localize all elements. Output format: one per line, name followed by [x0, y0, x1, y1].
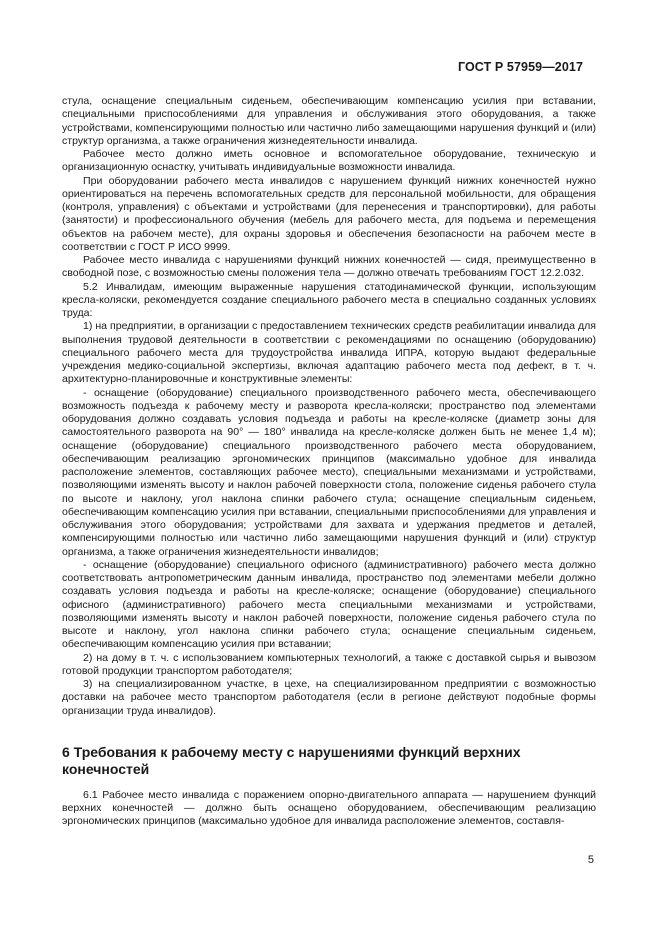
paragraph-6-1: 6.1 Рабочее место инвалида с поражением опорно-двигательного аппарата — нарушением функций верхних конечностей — должно быть оснащено оборудованием, обеспечивающим реализацию эргономических принципов (максимально удобное для инвалида расположение элементов, составля-	[62, 788, 596, 828]
list-dash-production: - оснащение (оборудование) специального производственного рабочего места, обеспечивающего возможность подъезда к рабочему месту и разворота кресла-коляски; пространство под элементами оборудования должно создавать условия подъезда и работы на кресле-коляске (диаметр зоны для самостоятельного разворота на 90° — 180° инвалида на кресле-коляске должен быть не менее 1,4 м); оснащение (оборудование) специального производственного рабочего места оборудованием, обеспечивающим реализацию эргономических принципов (максимально удобное для инвалида расположение элементов, составляющих рабочее место), специальными механизмами и устройствами, позволяющими изменять высоту и наклон рабочей поверхности стола, положение сиденья рабочего стула по высоте и наклону, угол наклона спинки рабочего стула; оснащение специальным сиденьем, обеспечивающим компенсацию усилия при вставании, специальными приспособлениями для управления и обслуживания этого оборудования; устройствами для захвата и удержания предметов и деталей, компенсирующими полностью или частично либо замещающими нарушения функций и (или) структур организма, а также ограничения жизнедеятельности инвалидов;	[62, 386, 596, 558]
paragraph-sitting-workplace: Рабочее место инвалида с нарушениями функций нижних конечностей — сидя, преимущественно в свободной позе, с возможностью смены положения тела — должно отвечать требованиям ГОСТ 12.2.032.	[62, 254, 596, 280]
list-dash-office: - оснащение (оборудование) специального офисного (административного) рабочего места должно соответствовать антропометрическим данным инвалида, пространство под элементами мебели должно создавать условия подъезда и работы на кресле-коляске; оснащение (оборудование) специального офисного (административного) рабочего места специальными механизмами и устройствами, позволяющими изменять высоту и наклон рабочей поверхности, положение сиденья рабочего стула по высоте и наклону, угол наклона спинки рабочего стула; оснащение специальным сиденьем, обеспечивающим компенсацию усилия при вставании;	[62, 558, 596, 651]
paragraph-5-2: 5.2 Инвалидам, имеющим выраженные нарушения статодинамической функции, использующим кресла-коляски, рекомендуется создание специального рабочего места в специально созданных условиях труда:	[62, 280, 596, 319]
document-header: ГОСТ Р 57959—2017	[457, 60, 583, 74]
paragraph-lower-limbs: При оборудовании рабочего места инвалидов с нарушением функций нижних конечностей нужно ориентироваться на перечень вспомогательных средств для персональной мобильности, для обращения (контроля, управления) с объектами и устройствами (для перенесения и транспортировки), для работы (занятости) и профессионального обучения (мебель для рабочего места, для подъема и перемещения объектов на рабочем месте), для охраны здоровья и обеспечения безопасности на рабочем месте в соответствии с ГОСТ Р ИСО 9999.	[62, 174, 596, 253]
paragraph-equipment: Рабочее место должно иметь основное и вспомогательное оборудование, техническую и организационную оснастку, учитывать индивидуальные возможности инвалида.	[62, 148, 596, 174]
list-item-1: 1) на предприятии, в организации с предоставлением технических средств реабилитации инвалида для выполнения трудовой деятельности в соответствии с рекомендациями по оснащению (оборудованию) специального рабочего места для трудоустройства инвалида ИПРА, которую выдают федеральные учреждения медико-социальной экспертизы, включая адаптацию рабочего места под дефект, в т. ч. архитектурно-планировочные и конструктивные элементы:	[62, 320, 596, 386]
page-number: 5	[587, 854, 594, 866]
document-body	[62, 95, 596, 829]
paragraph-continuation: стула, оснащение специальным сиденьем, обеспечивающим компенсацию усилия при вставании, специальными приспособлениями для управления и обслуживания этого оборудования, а также устройствами, компенсирующими полностью или частично либо замещающими нарушения функций и (или) структур организма, а также ограничения жизнедеятельности инвалида.	[62, 95, 596, 147]
section-6-heading: 6 Требования к рабочему месту с нарушениями функций верхних конечностей	[62, 743, 521, 777]
list-item-3: 3) на специализированном участке, в цехе, на специализированном предприятии с возможностью доставки на рабочее место транспортом работодателя (если в регионе действуют подобные формы организации труда инвалидов).	[62, 678, 596, 717]
list-item-2: 2) на дому в т. ч. с использованием компьютерных технологий, а также с доставкой сырья и вывозом готовой продукции транспортом работодателя;	[62, 651, 596, 677]
